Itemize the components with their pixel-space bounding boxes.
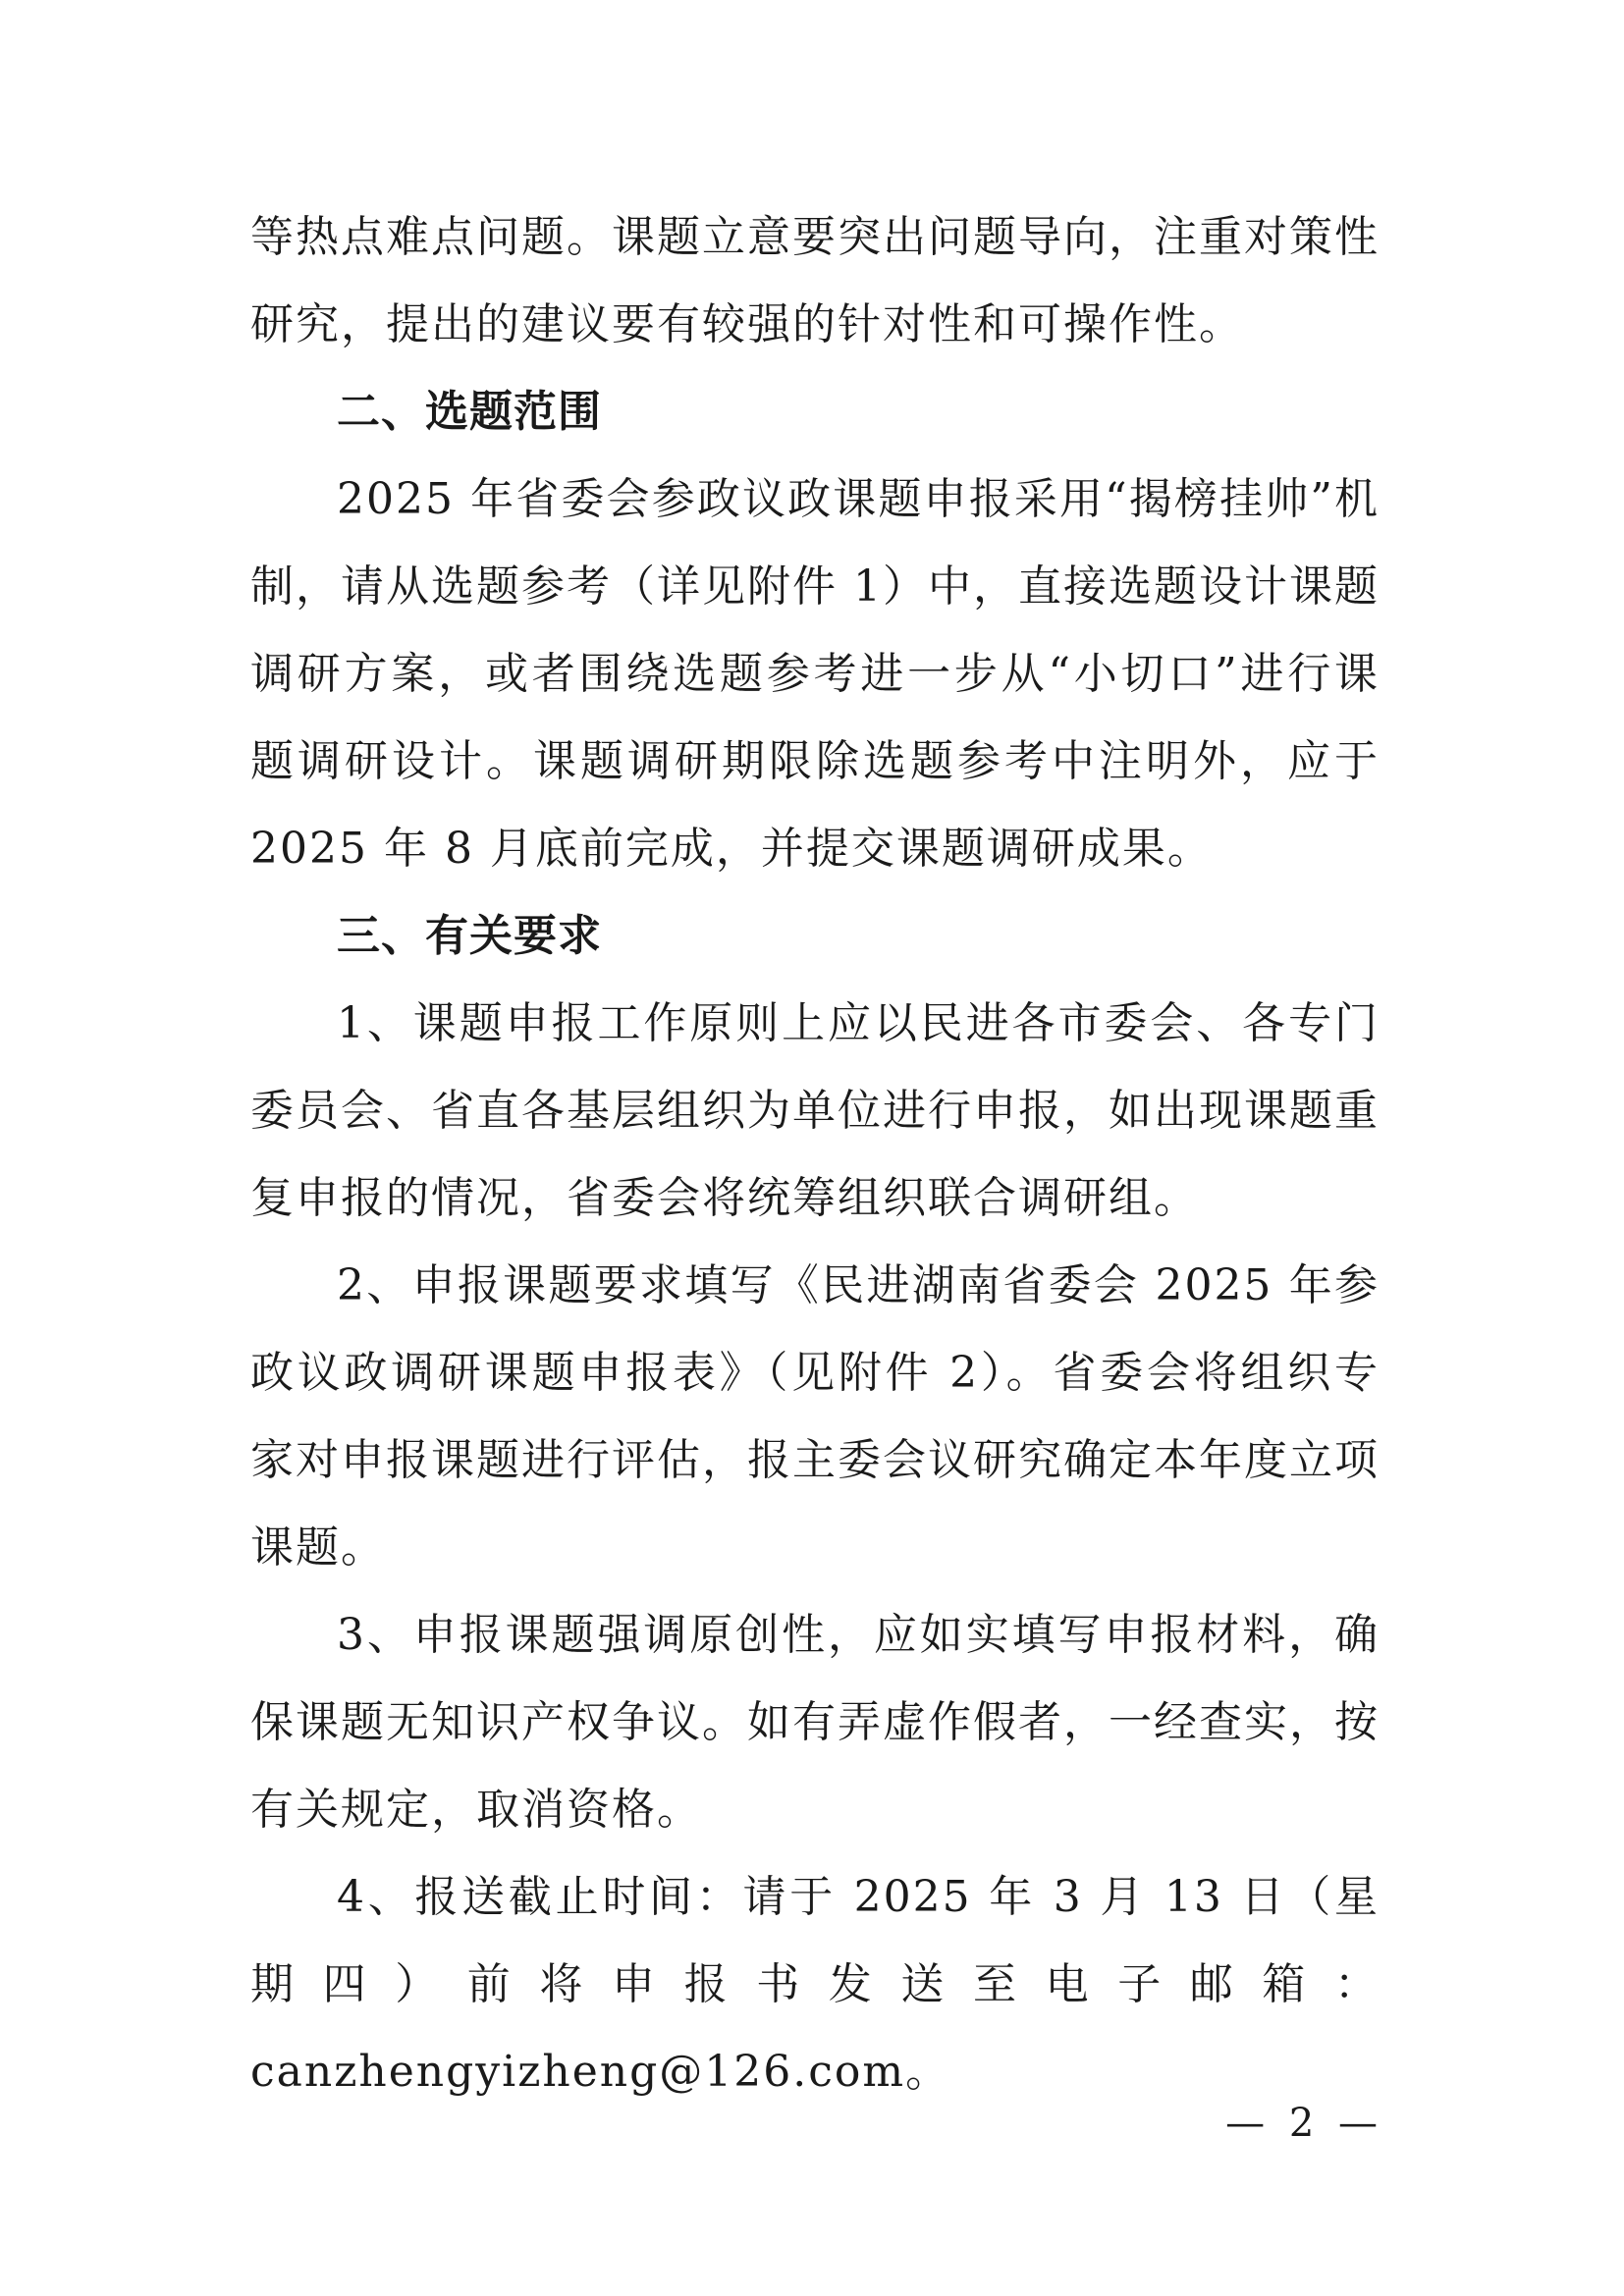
paragraph-requirement-1: 1、课题申报工作原则上应以民进各市委会、各专门委员会、省直各基层组织为单位进行申报，如出现课题重复申报的情况，省委会将统筹组织联合调研组。 — [250, 998, 1380, 1223]
paragraph-intro-continuation: 等热点难点问题。课题立意要突出问题导向，注重对策性研究，提出的建议要有较强的针对性和可操作性。 — [250, 212, 1380, 349]
paragraph-topic-scope: 2025 年省委会参政议政课题申报采用“揭榜挂帅”机制，请从选题参考（详见附件 1）中，直接选题设计课题调研方案，或者围绕选题参考进一步从“小切口”进行课题调研设计。课题调研期限除选题参考中注明外，应于 2025 年 8 月底前完成，并提交课题调研成果。 — [250, 474, 1380, 874]
section-heading-requirements: 三、有关要求 — [337, 911, 602, 961]
paragraph-requirement-2: 2、申报课题要求填写《民进湖南省委会 2025 年参政议政调研课题申报表》（见附件 2）。省委会将组织专家对申报课题进行评估，报主委会议研究确定本年度立项课题。 — [250, 1260, 1380, 1573]
paragraph-requirement-4: 4、报送截止时间：请于 2025 年 3 月 13 日（星期四）前将申报书发送至电子邮箱：canzhengyizheng@126.com。 — [250, 1872, 1380, 2097]
section-heading-topic-scope: 二、选题范围 — [337, 387, 602, 437]
document-body — [250, 193, 1380, 2115]
page-number: — 2 — — [1225, 2101, 1383, 2146]
paragraph-requirement-3: 3、申报课题强调原创性，应如实填写申报材料，确保课题无知识产权争议。如有弄虚作假者，一经查实，按有关规定，取消资格。 — [250, 1610, 1380, 1835]
